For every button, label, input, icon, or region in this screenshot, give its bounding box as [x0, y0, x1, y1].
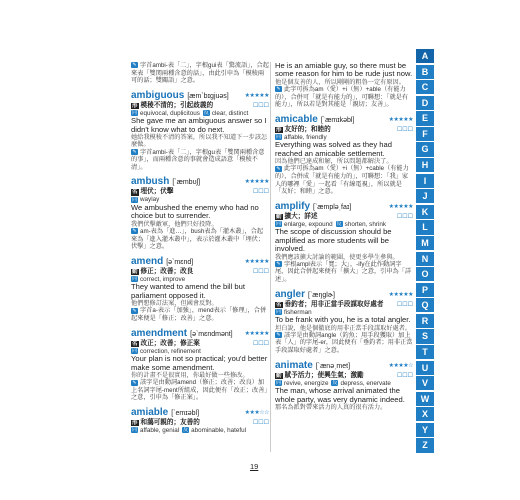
antonyms: depress, enervate — [340, 379, 391, 387]
example-zh: 因為他們已達成和解，所以問題都解決了。 — [275, 158, 393, 166]
tab-letter-f[interactable]: F — [416, 126, 434, 141]
memo-text: 該字是由動詞angle（釣魚；用手段獲取）加上表「人」的字尾-er，因此便有「垂釣者；用非正當手段謀取好處者」之意。 — [275, 331, 413, 354]
headword-row — [131, 407, 269, 419]
memo-icon: ✎ — [132, 379, 137, 386]
headword: ambiguous — [131, 89, 185, 101]
memo-icon: ✎ — [276, 165, 281, 172]
memo-icon: ✎ — [132, 148, 137, 155]
headword-row — [131, 90, 269, 102]
entry — [275, 360, 413, 412]
sense-line — [275, 213, 413, 221]
part-of-speech-badge: 名 — [132, 189, 138, 196]
entry — [275, 289, 413, 355]
memo-note — [131, 307, 269, 322]
sense-line — [131, 268, 269, 276]
sense-text: 改正；改善；修正案 — [140, 339, 200, 347]
headword: ambush — [131, 176, 170, 188]
intro-note-text: 此字可拆為am（愛）+i（無）+able（有能力的），合併可「就是有能力的」，可聯想：「就是有能力」，所以若是對其能是「親切；友善」。 — [275, 86, 409, 109]
memo-note — [275, 332, 413, 355]
entry — [131, 407, 269, 435]
frequency-stars: ★★★★★ — [244, 330, 269, 337]
part-of-speech-badge: 動 — [132, 268, 138, 275]
sense-text: 埋伏；伏擊 — [140, 188, 174, 196]
headword: amiable — [131, 406, 169, 418]
memo-text: 字根ampl表示「寬；大」，-ify在此作動詞字尾，因此合併起來便有「擴大」之意，引申為「詳述」。 — [275, 260, 412, 283]
synonym-icon: 同 — [131, 110, 137, 117]
review-checkboxes[interactable]: ☐☐☐ — [396, 213, 413, 220]
antonym-icon: 反 — [183, 427, 189, 434]
part-of-speech-badge: 名 — [132, 340, 138, 347]
tab-letter-r[interactable]: R — [416, 313, 434, 328]
synonym-icon: 同 — [131, 427, 137, 434]
sense-text: 垂釣者；用非正當手段謀取好處者 — [284, 300, 384, 308]
pronunciation: [ˋæmɪkəbl] — [320, 116, 355, 124]
sense-line — [131, 102, 269, 110]
tab-letter-a[interactable]: A — [416, 48, 434, 63]
sense-line — [275, 372, 413, 380]
memo-text: 字首a-表示「加強」，mend表示「修理」，合併起來便是「修正；改善」之意。 — [131, 307, 267, 322]
sense-line — [131, 340, 269, 348]
memo-text: 此字可拆為am（愛）+i（無）+cable（有能力的），合併成「就是有能力的」，可聯想：「我」家人的哪裡「愛」一起看「有線電視」，所以就是「友好；和睦」之意。 — [275, 165, 409, 196]
pronunciation: [ˋænəˌmet] — [315, 362, 351, 370]
tab-letter-k[interactable]: K — [416, 204, 434, 219]
example-en: The scope of discussion should be amplified as more students will be involved. — [275, 227, 392, 254]
example-zh: 坦白說，他是個徹底的用非正當手段謀取好處者。 — [275, 324, 412, 332]
pronunciation: [æmˋbɪgjuəs] — [187, 92, 229, 100]
pronunciation: [ˋæmbʊʃ] — [172, 179, 201, 187]
intro-example-zh: 他是個友善的人，所以剛剛的粗魯一定有原因。 — [275, 78, 405, 86]
synonyms: affable, friendly — [284, 133, 327, 141]
page-number: 19 — [250, 462, 259, 471]
tab-letter-s[interactable]: S — [416, 328, 434, 343]
example-zh: 你的計畫不是很實用，你最好做一些修改。 — [131, 371, 249, 379]
synonyms: fisherman — [284, 308, 312, 316]
headword-row — [275, 360, 413, 372]
tab-letter-v[interactable]: V — [416, 375, 434, 390]
memo-note — [131, 228, 269, 251]
review-checkboxes[interactable]: ☐☐☐ — [396, 126, 413, 133]
headword-row — [275, 114, 413, 126]
sense-text: 模稜不清的；引起歧義的 — [140, 101, 214, 109]
review-checkboxes[interactable]: ☐☐☐ — [396, 372, 413, 379]
tab-letter-t[interactable]: T — [416, 344, 434, 359]
frequency-stars: ★★★★★ — [388, 291, 413, 298]
synonyms: correct, improve — [140, 275, 186, 283]
tab-letter-c[interactable]: C — [416, 79, 434, 94]
synonyms: revive, energize — [284, 379, 329, 387]
tab-letter-e[interactable]: E — [416, 110, 434, 125]
example-zh: 他們想修訂法案，但國會反對。 — [131, 300, 218, 308]
memo-icon: ✎ — [276, 261, 281, 268]
memo-icon: ✎ — [276, 332, 281, 339]
review-checkboxes[interactable]: ☐☐☐ — [252, 419, 269, 426]
headword: angler — [275, 288, 306, 300]
frequency-stars: ★★★☆☆ — [244, 409, 269, 416]
antonym-icon: 反 — [332, 379, 338, 386]
left-entries — [131, 90, 269, 435]
example-en: We ambushed the enemy who had no choice but to surrender. — [131, 202, 259, 221]
example-zh: 我們應該擴大討論的範圍，使更多學生參與。 — [275, 253, 399, 261]
pronunciation: [əˋmɛnd] — [166, 258, 194, 266]
sense-line — [275, 301, 413, 309]
tab-letter-p[interactable]: P — [416, 282, 434, 297]
antonyms: shorten, shrink — [344, 220, 386, 228]
memo-note — [275, 165, 413, 195]
entry — [131, 328, 269, 402]
entry — [131, 256, 269, 323]
synonym-icon: 同 — [131, 347, 137, 354]
frequency-stars: ★★★★★ — [388, 116, 413, 123]
tab-letter-l[interactable]: L — [416, 219, 434, 234]
tab-letter-g[interactable]: G — [416, 141, 434, 156]
sense-text: 和藹可親的；友善的 — [140, 418, 200, 426]
part-of-speech-badge: 名 — [276, 301, 282, 308]
antonyms: abominable, hateful — [191, 426, 247, 434]
intro-example-en: He is an amiable guy, so there must be some reason for him to be rude just now. — [275, 61, 413, 79]
example-en: Everything was solved as they had reached an amicable settlement. — [275, 140, 392, 158]
review-checkboxes[interactable]: ☐☐☐ — [396, 301, 413, 308]
headword-row — [131, 328, 269, 340]
tab-letter-b[interactable]: B — [416, 64, 434, 79]
part-of-speech-badge: 動 — [276, 372, 282, 379]
synonym-icon: 同 — [275, 221, 281, 228]
sense-line — [131, 188, 269, 196]
memo-note — [131, 379, 269, 402]
review-checkboxes[interactable]: ☐☐☐ — [252, 102, 269, 109]
frequency-stars: ★★★★☆ — [388, 362, 413, 369]
pronunciation: [ˋæmpləˌfaɪ] — [313, 203, 352, 211]
pronunciation: [əˋmɛndmənt] — [190, 330, 233, 338]
memo-icon: ✎ — [276, 86, 281, 93]
frequency-stars: ★★★★★ — [244, 179, 269, 186]
tab-letter-d[interactable]: D — [416, 95, 434, 110]
sense-line — [131, 419, 269, 427]
headword: amend — [131, 255, 164, 267]
frequency-stars: ★★★★★ — [388, 203, 413, 210]
sense-line — [275, 126, 413, 134]
example-en: She gave me an ambiguous answer so I didn't know what to do next. — [131, 116, 267, 134]
tab-letter-n[interactable]: N — [416, 251, 434, 266]
example-zh: 我們伏擊敵軍，他們只好投降。 — [131, 220, 218, 228]
left-column — [131, 62, 269, 440]
alphabet-tabs — [416, 48, 434, 453]
synonyms: affable, genial — [140, 426, 180, 434]
example-en: To be frank with you, he is a total angler. — [275, 315, 411, 325]
pronunciation: [ˋæŋglɚ] — [308, 291, 335, 299]
entry — [275, 201, 413, 284]
memo-text: am-表為「進…」，bush表為「灌木叢」，合起來為「進入灌木叢中」，表示於灌木叢中「埋伏；伏擊」之意。 — [131, 227, 265, 251]
frequency-stars: ★★★★★ — [244, 92, 269, 99]
tab-letter-o[interactable]: O — [416, 266, 434, 281]
entry — [131, 176, 269, 250]
headword: amendment — [131, 327, 188, 339]
synonym-icon: 同 — [275, 379, 281, 386]
sense-text: 賦予活力；使興生氣；激勵 — [284, 371, 364, 379]
frequency-stars: ★★★★★ — [244, 258, 269, 265]
tab-letter-i[interactable]: I — [416, 173, 434, 188]
headword-row — [275, 201, 413, 213]
memo-note — [131, 149, 269, 172]
sense-text: 友好的；和睦的 — [284, 125, 331, 133]
synonym-icon: 同 — [275, 308, 281, 315]
headword-row — [131, 256, 269, 268]
tab-letter-w[interactable]: W — [416, 391, 434, 406]
synonym-line — [131, 427, 269, 435]
tab-letter-q[interactable]: Q — [416, 297, 434, 312]
tab-letter-j[interactable]: J — [416, 188, 434, 203]
part-of-speech-badge: 形 — [276, 126, 282, 133]
review-checkboxes[interactable]: ☐☐☐ — [252, 340, 269, 347]
intro-note-text: 字首ambi-表「二」，字根gui表「驚流語」，合起來表「雙関兩種含意的話」，由此引申為「模稜兩可的話；雙關語」之意。 — [131, 62, 269, 85]
column-divider — [270, 62, 271, 452]
memo-icon: ✎ — [132, 307, 137, 314]
intro-note — [131, 62, 269, 85]
review-checkboxes[interactable]: ☐☐☐ — [252, 268, 269, 275]
synonyms: equivocal, duplicitous — [140, 109, 200, 117]
intro-note — [275, 86, 413, 109]
part-of-speech-badge: 動 — [276, 213, 282, 220]
example-en: They wanted to amend the bill but parliament opposed it. — [131, 282, 245, 300]
entry — [131, 90, 269, 172]
headword-row — [275, 289, 413, 301]
tab-letter-u[interactable]: U — [416, 360, 434, 375]
tab-letter-m[interactable]: M — [416, 235, 434, 250]
right-column — [275, 62, 413, 416]
synonym-icon: 同 — [131, 276, 137, 283]
antonyms: clear, distinct — [211, 109, 249, 117]
sense-text: 修正；改善；改良 — [140, 267, 194, 275]
example-en: The man, whose arrival animated the whole party, was very dynamic indeed. — [275, 386, 405, 404]
headword-row — [131, 176, 269, 188]
tab-letter-h[interactable]: H — [416, 157, 434, 172]
headword: animate — [275, 359, 313, 371]
tab-letter-y[interactable]: Y — [416, 422, 434, 437]
headword: amicable — [275, 113, 318, 125]
memo-icon: ✎ — [132, 228, 137, 235]
entry — [275, 114, 413, 196]
synonyms: enlarge, expound — [284, 220, 333, 228]
synonym-icon: 同 — [131, 196, 137, 203]
example-zh: 那名為派對帶來活力的人真的很有活力。 — [275, 403, 387, 411]
memo-text: 字首ambi-表「二」，字根gu表「雙関兩種含意的事」，而兩種含意的事就會造成語意「模稜不清」。 — [131, 148, 265, 171]
part-of-speech-badge: 形 — [132, 419, 138, 426]
antonym-icon: 反 — [336, 221, 342, 228]
part-of-speech-badge: 形 — [132, 102, 138, 109]
memo-text: 該字是由動詞amend（修正；改善；改良）加上名詞字尾-ment所組成，因此便有「改正；改善」之意，引申為「修正案」。 — [131, 379, 268, 402]
synonym-icon: 同 — [275, 134, 281, 141]
tab-letter-x[interactable]: X — [416, 406, 434, 421]
synonyms: correction, refinement — [140, 347, 201, 355]
synonyms: waylay — [140, 196, 160, 204]
antonym-icon: 反 — [203, 110, 209, 117]
memo-note — [275, 261, 413, 284]
pronunciation: [ˋemɪəbl] — [171, 409, 200, 417]
sense-text: 擴大；詳述 — [284, 212, 318, 220]
headword: amplify — [275, 200, 311, 212]
memo-icon: ✎ — [132, 62, 137, 69]
example-en: Your plan is not so practical; you'd better make some amendment. — [131, 354, 268, 372]
example-zh: 她給我模稜不清的答案，所以我不知道下一步該怎麼做。 — [131, 134, 268, 149]
tab-letter-z[interactable]: Z — [416, 437, 434, 452]
right-entries — [275, 114, 413, 411]
review-checkboxes[interactable]: ☐☐☐ — [252, 189, 269, 196]
